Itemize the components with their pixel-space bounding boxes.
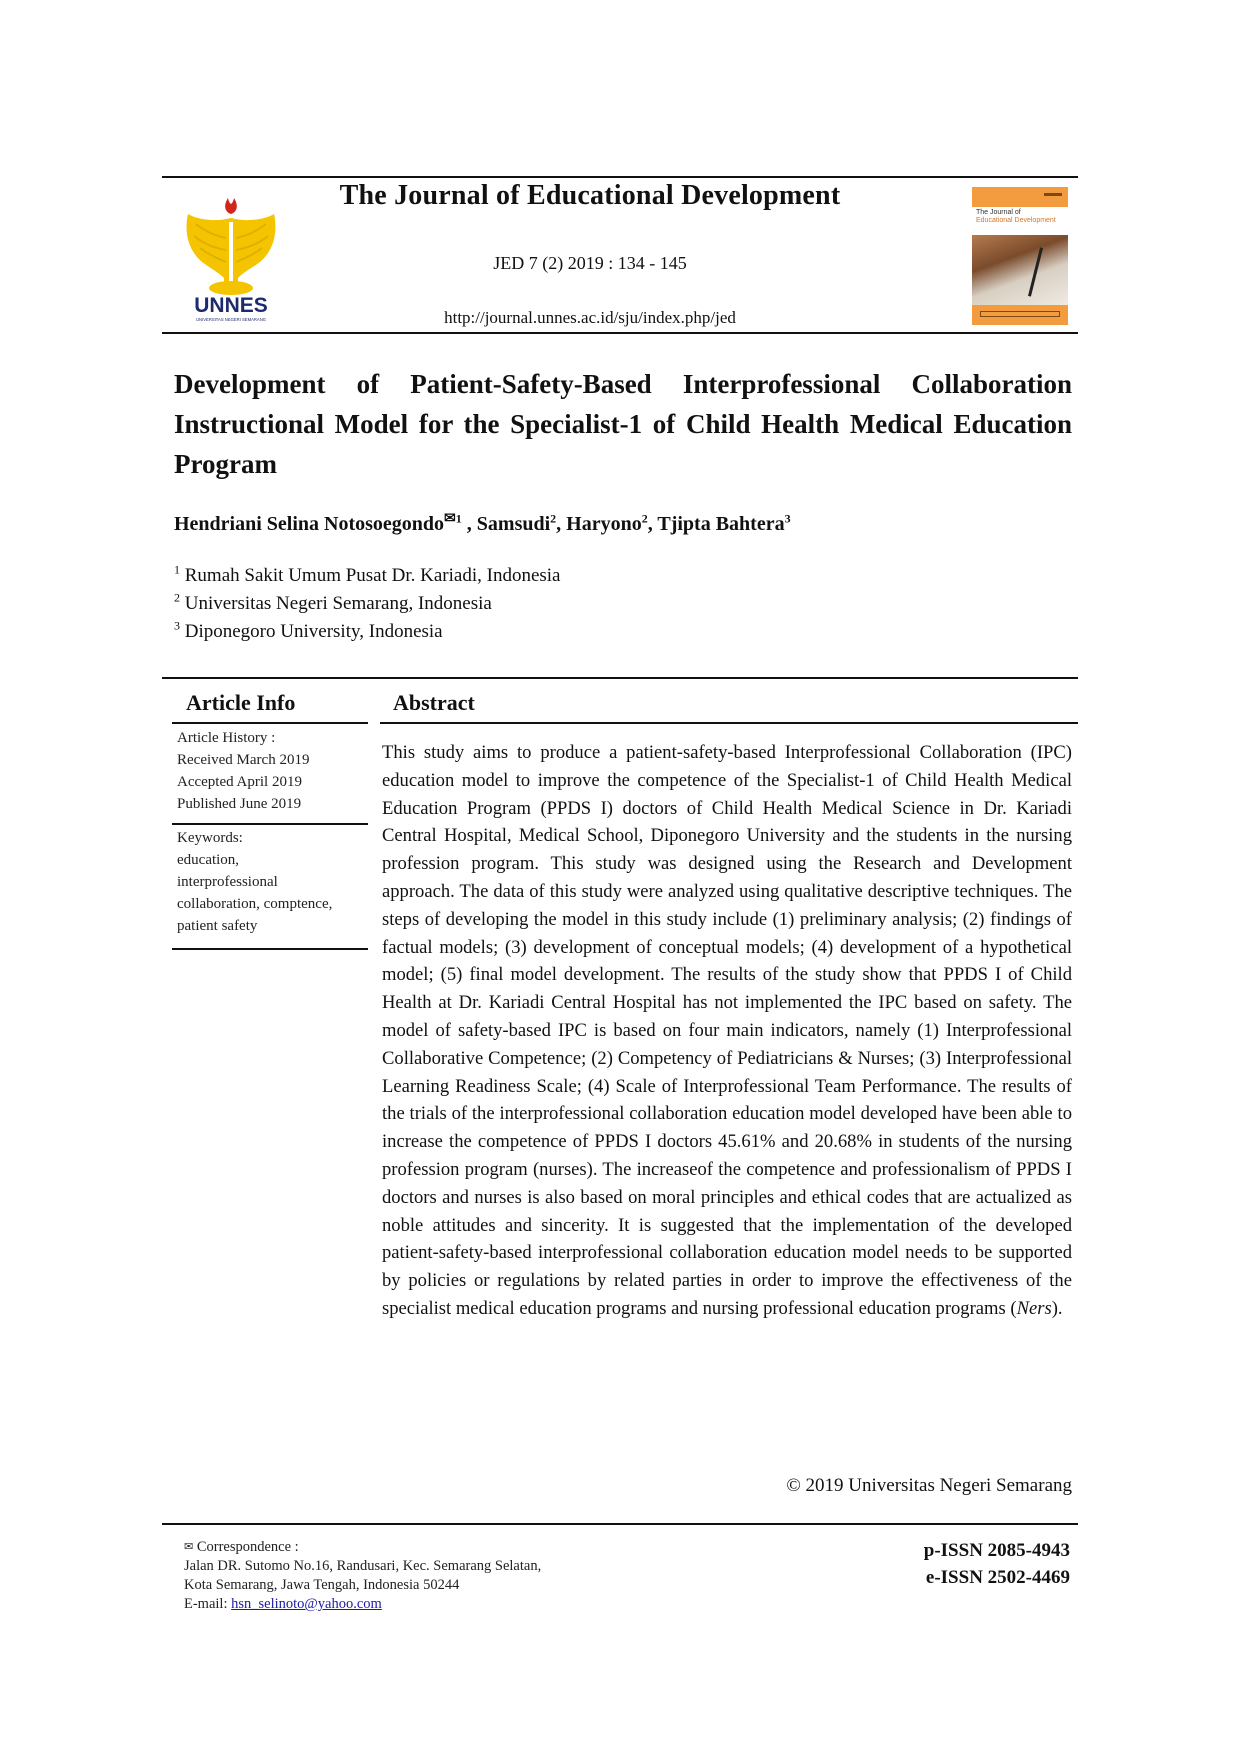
keyword-line: collaboration, comptence, <box>177 896 333 912</box>
affiliation-text: Rumah Sakit Umum Pusat Dr. Kariadi, Indonesia <box>184 565 561 586</box>
cover-info-bar <box>980 311 1060 317</box>
keywords <box>177 827 332 937</box>
received-date: Received March 2019 <box>177 752 310 768</box>
journal-issue: JED 7 (2) 2019 : 134 - 145 <box>493 253 687 273</box>
abstract-text: This study aims to produce a patient-safety-based Interprofessional Collaboration (IPC) education model to improve the competence of the Specialist-1 of Child Health Medical Education Program (PPDS I) doctors of Child Health Medical Science in Dr. Kariadi Central Hospital, Medical School, Diponegoro University and the students in the nursing profession program. This study was designed using the Research and Development approach. The data of this study were analyzed using qualitative descriptive techniques. The steps of developing the model in this study include (1) preliminary analysis; (2) findings of factual models; (3) development of conceptual models; (4) development of a hypothetical model; (5) final model development. The results of the study show that PPDS I of Child Health at Dr. Kariadi Central Hospital has not implemented the IPC based on safety. The model of safety-based IPC is based on four main indicators, namely (1) Interprofessional Collaborative Competence; (2) Competency of Pediatricians & Nurses; (3) Interprofessional Learning Readiness Scale; (4) Scale of Interprofessional Team Performance. The results of the trials of the interprofessional collaboration education model developed have been able to increase the competence of PPDS I doctors 45.61% and 20.68% in students of the nursing profession program (nurses). The increaseof the competence and professionalism of PPDS I doctors and nurses is also based on moral principles and ethical codes that are actualized as noble attitudes and sincerity. It is suggested that the implementation of the developed patient-safety-based interprofessional collaboration education model needs to be supported by policies or regulations by related parties in order to improve the effectiveness of the specialist medical education programs and nursing professional education programs ( <box>382 742 1072 1319</box>
keywords-label: Keywords: <box>177 830 243 846</box>
keywords-rule <box>172 948 368 950</box>
abstract-text-end: ). <box>1051 1297 1063 1319</box>
author-separator: , <box>461 513 477 535</box>
address-line: Kota Semarang, Jawa Tengah, Indonesia 50244 <box>184 1577 460 1593</box>
keyword-line: interprofessional <box>177 874 278 890</box>
header-bottom-rule <box>162 332 1078 334</box>
article-history <box>177 727 309 815</box>
affiliation-number: 1 <box>174 562 180 577</box>
author-name: Hendriani Selina Notosoegondo <box>174 513 445 535</box>
address-line: Jalan DR. Sutomo No.16, Randusari, Kec. Semarang Selatan, <box>184 1558 542 1574</box>
affiliation <box>174 562 561 587</box>
abstract-body <box>382 739 1072 1323</box>
accepted-date: Accepted April 2019 <box>177 774 302 790</box>
footer-rule <box>162 1523 1078 1525</box>
article-history-label: Article History : <box>177 730 276 746</box>
envelope-icon: ✉ <box>184 1541 194 1553</box>
published-date: Published June 2019 <box>177 796 302 812</box>
affiliation-number: 3 <box>174 618 180 633</box>
author-affil-sup: 1 <box>455 511 462 526</box>
affiliation <box>174 618 443 643</box>
cover-photo <box>972 235 1068 305</box>
author-separator: , <box>556 513 567 535</box>
logo-text: UNNES <box>194 294 268 317</box>
journal-url[interactable]: http://journal.unnes.ac.id/sju/index.php/jed <box>444 308 736 327</box>
affiliation-text: Universitas Negeri Semarang, Indonesia <box>184 593 492 614</box>
author-affil-sup: 2 <box>550 511 557 526</box>
cover-tag <box>1044 193 1062 196</box>
logo-subtext: UNIVERSITAS NEGERI SEMARANG <box>196 317 266 322</box>
author-affil-sup: 3 <box>784 511 791 526</box>
correspondence-label: Correspondence : <box>196 1539 299 1555</box>
paper-title: Development of Patient-Safety-Based Interprofessional Collaboration Instructional Model for the Specialist-1 of Child Health Medical Education Program <box>174 369 1072 479</box>
journal-cover-icon <box>972 187 1068 325</box>
email-label: E-mail: <box>184 1596 232 1612</box>
keyword-line: education, <box>177 852 240 868</box>
correspondence-block <box>184 1538 541 1614</box>
journal-title: The Journal of Educational Development <box>339 180 841 211</box>
copyright-notice: © 2019 Universitas Negeri Semarang <box>786 1475 1072 1496</box>
article-info-heading-rule <box>172 722 368 724</box>
cover-title-line1: The Journal of <box>976 209 1021 216</box>
abstract-heading: Abstract <box>393 690 475 715</box>
author-affil-sup: 2 <box>641 511 648 526</box>
cover-title-line2: Educational Development <box>976 217 1056 224</box>
author-name: Samsudi <box>476 513 551 535</box>
keyword-line: patient safety <box>177 918 258 934</box>
affiliation-text: Diponegoro University, Indonesia <box>184 621 443 642</box>
abstract-italic-term: Ners <box>1016 1297 1052 1319</box>
affiliation-number: 2 <box>174 590 180 605</box>
section-top-rule <box>162 677 1078 679</box>
cover-title <box>976 209 1056 225</box>
author-list <box>174 513 1054 536</box>
envelope-icon: ✉ <box>444 511 456 527</box>
e-issn: e-ISSN 2502-4469 <box>925 1567 1070 1588</box>
author-separator: , <box>647 513 658 535</box>
issn-block <box>880 1537 1070 1591</box>
p-issn: p-ISSN 2085-4943 <box>923 1540 1070 1561</box>
affiliation <box>174 590 492 615</box>
author-name: Haryono <box>566 513 642 535</box>
email-link[interactable]: hsn_selinoto@yahoo.com <box>231 1596 382 1612</box>
abstract-heading-rule <box>380 722 1078 724</box>
unnes-logo-icon <box>176 192 286 324</box>
author-name: Tjipta Bahtera <box>657 513 785 535</box>
article-info-heading: Article Info <box>186 690 296 715</box>
article-history-rule <box>172 823 368 825</box>
header-top-rule <box>162 176 1078 178</box>
